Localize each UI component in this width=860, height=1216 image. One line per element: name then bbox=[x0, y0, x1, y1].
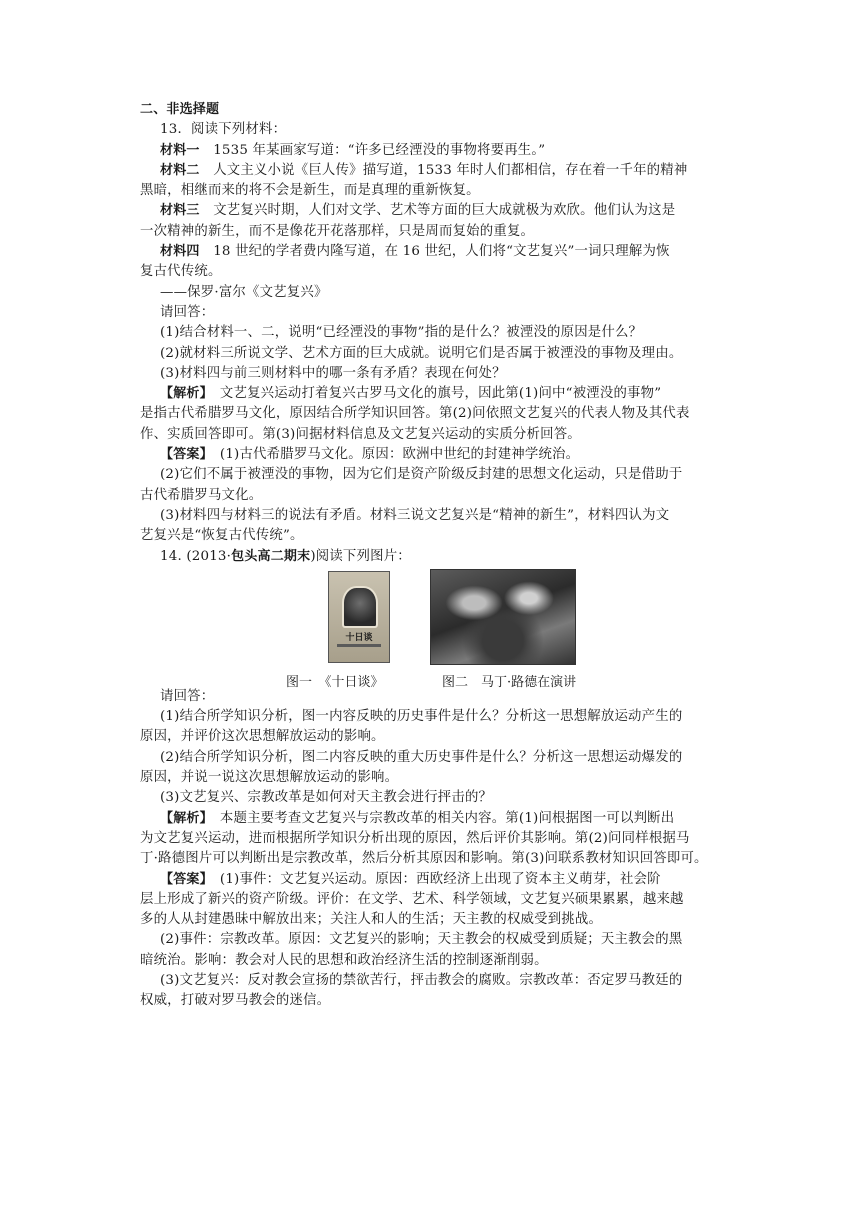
material-1-label: 材料一 bbox=[160, 142, 200, 158]
q14-answer-2-cont: 暗统治。影响：教会对人民的思想和政治经济生活的控制逐渐削弱。 bbox=[140, 952, 548, 968]
q14-source-tag: 包头高二期末 bbox=[231, 548, 311, 564]
q14-answer-3-cont: 权威，打破对罗马教会的迷信。 bbox=[140, 993, 331, 1009]
book-cover-title: 十日谈 bbox=[345, 632, 373, 643]
analysis-label: 【解析】 bbox=[160, 386, 207, 402]
q13-analysis-cont: 是指古代希腊罗马文化，原因结合所学知识回答。第(2)问依照文艺复兴的代表人物及其代表 bbox=[140, 406, 690, 422]
q13-answer: 【答案】 (1)古代希腊罗马文化。原因：欧洲中世纪的封建神学统治。 bbox=[160, 447, 580, 463]
material-4: 材料四 18 世纪的学者费内隆写道，在 16 世纪，人们将“文艺复兴”一词只理解为恢 bbox=[160, 244, 670, 260]
decameron-book-cover-image bbox=[328, 571, 390, 663]
q13-answer-2: (2)它们不属于被湮没的事物，因为它们是资产阶级反封建的思想文化运动，只是借助于 bbox=[160, 467, 683, 483]
q13-analysis: 【解析】 文艺复兴运动打着复兴古罗马文化的旗号，因此第(1)问中“被湮没的事物” bbox=[160, 386, 662, 402]
q14-analysis-cont: 为文艺复兴运动，进而根据所学知识分析出现的原因，然后评价其影响。第(2)问同样根据马 bbox=[140, 830, 690, 846]
q14-answer: 【答案】 (1)事件：文艺复兴运动。原因：西欧经济上出现了资本主义萌芽，社会阶 bbox=[160, 871, 661, 887]
document-page bbox=[140, 100, 722, 1012]
q13-intro: 13．阅读下列材料： bbox=[160, 122, 287, 138]
material-2-cont: 黑暗，相继而来的将不会是新生，而是真理的重新恢复。 bbox=[140, 183, 480, 199]
section-title: 二、非选择题 bbox=[140, 102, 220, 117]
q14-question-1: (1)结合所学知识分析，图一内容反映的历史事件是什么？分析这一思想解放运动产生的 bbox=[160, 709, 683, 725]
material-4-label: 材料四 bbox=[160, 244, 200, 260]
material-2-label: 材料二 bbox=[160, 162, 200, 178]
q14-ask: 请回答： bbox=[160, 688, 215, 704]
q14-intro: 14. (2013·包头高二期末)阅读下列图片： bbox=[160, 548, 411, 564]
q14-question-3: (3)文艺复兴、宗教改革是如何对天主教会进行抨击的？ bbox=[160, 790, 493, 806]
material-3-label: 材料三 bbox=[160, 203, 200, 219]
martin-luther-speech-image bbox=[430, 569, 576, 665]
q14-question-1-cont: 原因，并评价这次思想解放运动的影响。 bbox=[140, 729, 385, 745]
figure-1-caption: 图一 《十日谈》 bbox=[286, 674, 384, 690]
q14-answer-2: (2)事件：宗教改革。原因：文艺复兴的影响；天主教会的权威受到质疑；天主教会的黑 bbox=[160, 932, 683, 948]
material-4-cont: 复古代传统。 bbox=[140, 264, 222, 280]
q13-ask: 请回答： bbox=[160, 304, 215, 320]
material-3: 材料三 文艺复兴时期，人们对文学、艺术等方面的巨大成就极为欢欣。他们认为这是 bbox=[160, 203, 676, 219]
q13-question-1: (1)结合材料一、二，说明“已经湮没的事物”指的是什么？被湮没的原因是什么？ bbox=[160, 325, 643, 341]
answer-label: 【答案】 bbox=[160, 871, 207, 887]
analysis-label: 【解析】 bbox=[160, 810, 207, 826]
q14-question-2: (2)结合所学知识分析，图二内容反映的重大历史事件是什么？分析这一思想运动爆发的 bbox=[160, 749, 683, 765]
answer-label: 【答案】 bbox=[160, 447, 207, 463]
material-1: 材料一 1535 年某画家写道：“许多已经湮没的事物将要再生。” bbox=[160, 142, 546, 158]
q13-question-3: (3)材料四与前三则材料中的哪一条有矛盾？表现在何处？ bbox=[160, 365, 506, 381]
q14-analysis: 【解析】 本题主要考查文艺复兴与宗教改革的相关内容。第(1)问根据图一可以判断出 bbox=[160, 810, 675, 826]
material-3-cont: 一次精神的新生，而不是像花开花落那样，只是周而复始的重复。 bbox=[140, 223, 535, 239]
q13-answer-3: (3)材料四与材料三的说法有矛盾。材料三说文艺复兴是“精神的新生”，材料四认为文 bbox=[160, 507, 670, 523]
q14-analysis-cont: 丁·路德图片可以判断出是宗教改革，然后分析其原因和影响。第(3)问联系教材知识回答即可。 bbox=[140, 851, 708, 867]
q14-answer-1-cont: 层上形成了新兴的资产阶级。评价：在文学、艺术、科学领域，文艺复兴硕果累累，越来越 bbox=[140, 891, 684, 907]
figure-2-caption: 图二 马丁·路德在演讲 bbox=[442, 674, 577, 690]
figure-row bbox=[140, 567, 722, 690]
q14-answer-1-cont: 多的人从封建愚昧中解放出来；关注人和人的生活；天主教的权威受到挑战。 bbox=[140, 912, 603, 928]
q13-question-2: (2)就材料三所说文学、艺术方面的巨大成就。说明它们是否属于被湮没的事物及理由。 bbox=[160, 345, 683, 361]
q13-analysis-cont: 作、实质回答即可。第(3)问据材料信息及文艺复兴运动的实质分析回答。 bbox=[140, 426, 581, 442]
q13-answer-2-cont: 古代希腊罗马文化。 bbox=[140, 487, 263, 503]
portrait-icon bbox=[342, 586, 378, 628]
material-2: 材料二 人文主义小说《巨人传》描写道，1533 年时人们都相信，存在着一千年的精神 bbox=[160, 162, 688, 178]
q13-answer-3-cont: 艺复兴是“恢复古代传统”。 bbox=[140, 528, 304, 544]
q14-answer-3: (3)文艺复兴：反对教会宣扬的禁欲苦行，抨击教会的腐败。宗教改革：否定罗马教廷的 bbox=[160, 972, 683, 988]
book-cover-subtitle-bar bbox=[337, 644, 381, 647]
material-source: ——保罗·富尔《文艺复兴》 bbox=[160, 284, 328, 300]
q14-question-2-cont: 原因，并说一说这次思想解放运动的影响。 bbox=[140, 770, 399, 786]
